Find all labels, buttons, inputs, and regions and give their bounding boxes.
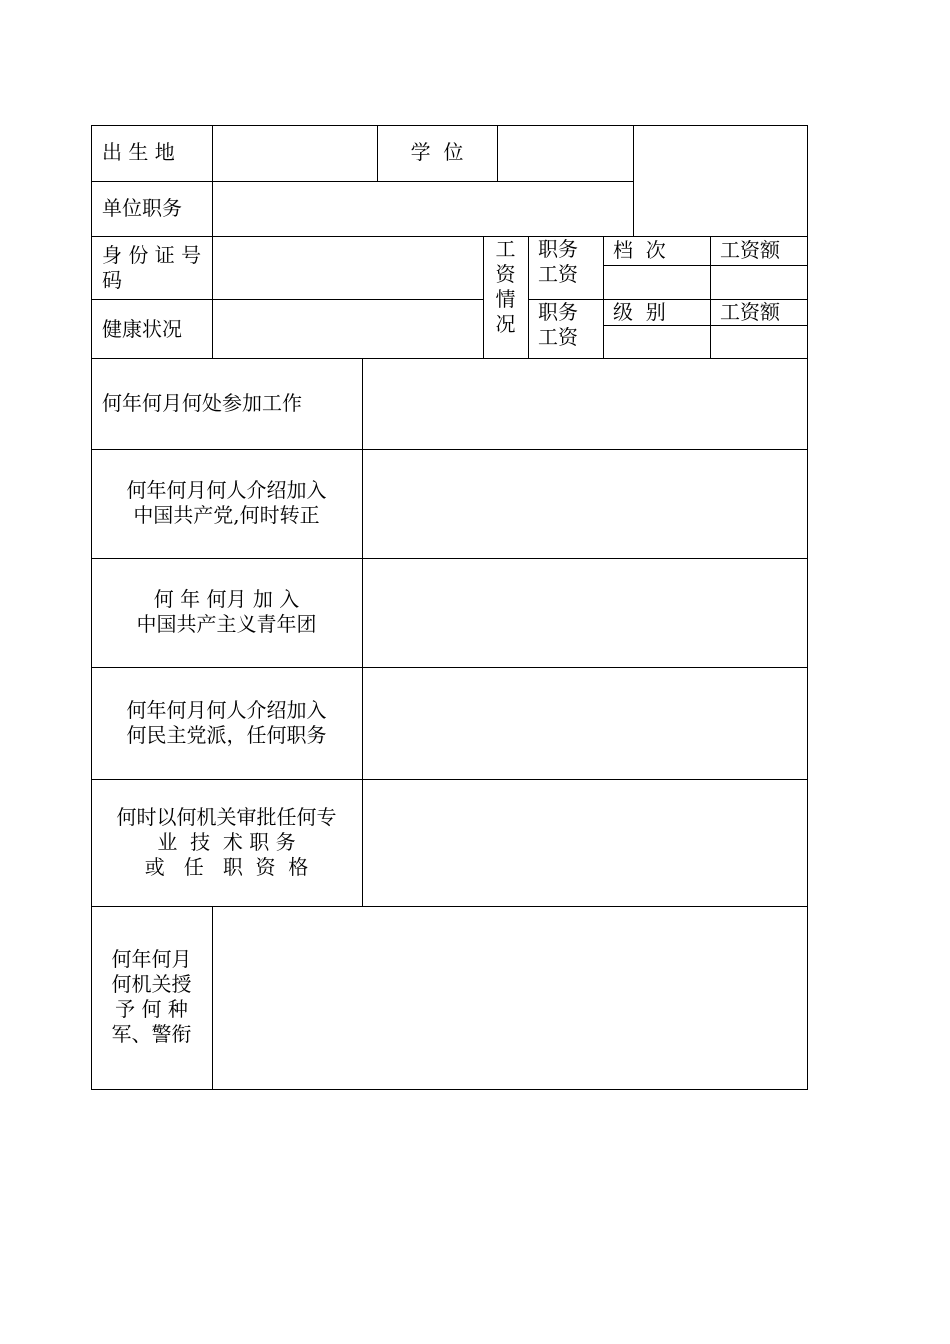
salary-situation-label-1: 工 [495,237,516,261]
military-rank-label: 何年何月 [111,947,192,971]
salary-situation-label-2: 资 [495,262,516,286]
photo-area[interactable] [634,126,807,236]
salary-amount-label-2: 工资额 [720,300,780,324]
unit-position-field[interactable] [213,182,633,236]
birthplace-field[interactable] [213,126,377,181]
professional-title-label-cont: 业 技 术 职 务 [157,830,296,854]
position-salary-label-2: 职务 [538,300,578,324]
party-join-field[interactable] [363,450,807,558]
position-salary-label-2-cont: 工资 [538,325,578,349]
salary-situation-label-3: 情 [495,287,516,311]
health-label: 健康状况 [102,317,182,341]
military-rank-label-cont3: 军、警衔 [111,1022,192,1046]
degree-field[interactable] [498,126,633,181]
league-join-label: 何 年 何月 加 入 [153,587,300,611]
salary-amount-field-2[interactable] [711,326,807,358]
position-salary-label-1: 职务 [538,237,578,261]
form-border-right [807,125,808,1090]
health-field[interactable] [213,300,483,358]
salary-amount-field-1[interactable] [711,266,807,299]
professional-title-label-cont2: 或 任 职 资 格 [144,855,309,879]
professional-title-field[interactable] [363,780,807,906]
party-join-label: 何年何月何人介绍加入 [126,478,327,502]
league-join-field[interactable] [363,559,807,667]
unit-position-label: 单位职务 [102,196,182,220]
salary-situation-label-4: 况 [495,312,516,336]
position-salary-label-1-cont: 工资 [538,262,578,286]
degree-label: 学 位 [410,140,464,164]
work-start-field[interactable] [363,359,807,449]
democratic-party-label: 何年何月何人介绍加入 [126,698,327,722]
personnel-form [91,125,808,1090]
military-rank-label-cont2: 予 何 种 [115,997,188,1021]
work-start-label: 何年何月何处参加工作 [102,391,302,415]
id-number-field[interactable] [213,237,483,299]
col-line [528,236,529,359]
professional-title-label: 何时以何机关审批任何专 [116,805,337,829]
grade-field[interactable] [604,266,710,299]
form-border-bottom [91,1089,808,1090]
grade-label: 档 次 [613,238,666,262]
id-number-label-cont: 码 [102,268,122,292]
birthplace-label: 出 生 地 [102,140,175,164]
democratic-party-label-cont: 何民主党派，任何职务 [126,723,327,747]
military-rank-field[interactable] [213,907,807,1089]
party-join-label-cont: 中国共产党,何时转正 [133,503,320,527]
democratic-party-field[interactable] [363,668,807,779]
level-field[interactable] [604,326,710,358]
military-rank-label-cont: 何机关授 [111,972,192,996]
level-label: 级 别 [613,300,666,324]
league-join-label-cont: 中国共产主义青年团 [136,612,317,636]
id-number-label: 身 份 证 号 [102,243,202,267]
salary-amount-label-1: 工资额 [720,238,780,262]
